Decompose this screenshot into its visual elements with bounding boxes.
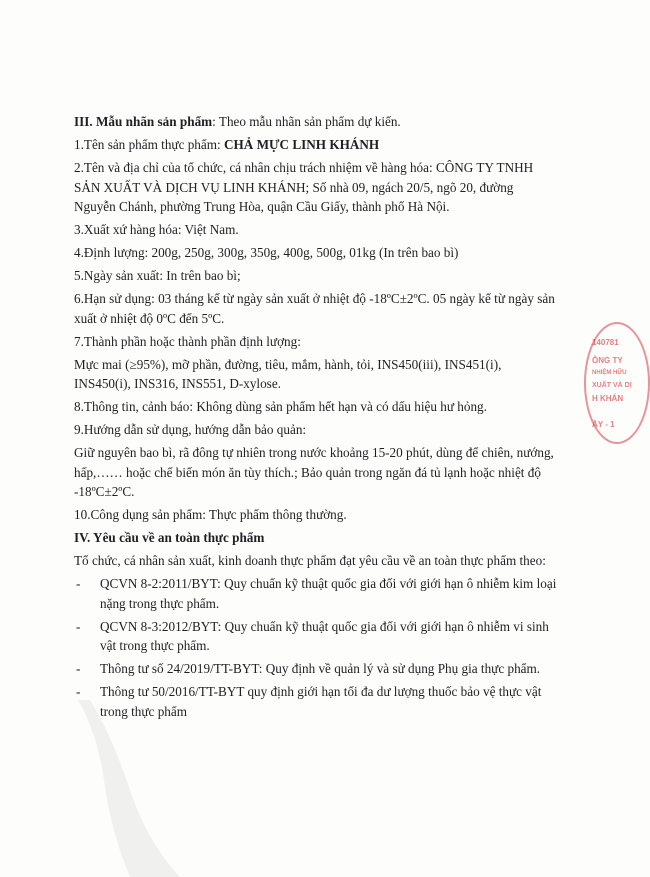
company-seal-stamp xyxy=(584,322,650,444)
item-9: 9.Hướng dẫn sử dụng, hướng dẫn bảo quản: xyxy=(74,422,307,437)
stamp-line: NHIỆM HỮU xyxy=(592,370,627,376)
bullet-dash: - xyxy=(76,661,81,676)
stamp-line: ÔNG TY xyxy=(592,356,623,365)
list-item xyxy=(74,574,558,613)
item-5: 5.Ngày sản xuất: In trên bao bì; xyxy=(74,268,241,283)
item-9-instructions: Giữ nguyên bao bì, rã đông tự nhiên trong nước khoảng 15-20 phút, dùng để chiên, nướng, hấp,…… hoặc chế biến món ăn tùy thích.; Bảo quản trong ngăn đá tủ lạnh hoặc nhiệt độ -18ºC±2ºC. xyxy=(74,445,554,499)
list-item-text: QCVN 8-2:2011/BYT: Quy chuẩn kỹ thuật quốc gia đối với giới hạn ô nhiễm kim loại nặng trong thực phẩm. xyxy=(100,576,557,611)
section-4-intro: Tổ chức, cá nhân sản xuất, kinh doanh thực phẩm đạt yêu cầu về an toàn thực phẩm theo: xyxy=(74,553,546,568)
section-4-title: IV. Yêu cầu về an toàn thực phẩm xyxy=(74,530,265,545)
item-3: 3.Xuất xứ hàng hóa: Việt Nam. xyxy=(74,222,239,237)
list-item-text: Thông tư số 24/2019/TT-BYT: Quy định về quản lý và sử dụng Phụ gia thực phẩm. xyxy=(100,661,541,676)
item-2: 2.Tên và địa chỉ của tổ chức, cá nhân chịu trách nhiệm về hàng hóa: CÔNG TY TNHH SẢN XUẤT VÀ DỊCH VỤ LINH KHÁNH; Số nhà 09, ngách 20/5, ngõ 20, đường Nguyễn Chánh, phường Trung Hòa, quận Cầu Giấy, thành phố Hà Nội. xyxy=(74,160,534,214)
section-3-title: III. Mẫu nhãn sản phẩm xyxy=(74,114,213,129)
product-name: CHẢ MỰC LINH KHÁNH xyxy=(223,137,380,152)
list-item-text: Thông tư 50/2016/TT-BYT quy định giới hạn tối đa dư lượng thuốc bảo vệ thực vật trong thực phẩm xyxy=(100,684,542,719)
item-7-ingredients: Mực mai (≥95%), mỡ phần, đường, tiêu, mắm, hành, tỏi, INS450(iii), INS451(i), INS450(i), INS316, INS551, D-xylose. xyxy=(74,356,502,391)
item-7: 7.Thành phần hoặc thành phần định lượng: xyxy=(74,333,301,349)
item-10: 10.Công dụng sản phẩm: Thực phẩm thông thường. xyxy=(74,507,347,522)
document-body xyxy=(74,112,558,725)
section-3-text: : Theo mẫu nhãn sản phẩm dự kiến. xyxy=(212,114,401,129)
scan-shadow-mark xyxy=(60,700,180,877)
stamp-line: XUẤT VÀ DỊ xyxy=(592,382,632,389)
list-item xyxy=(74,617,558,656)
item-6: 6.Hạn sử dụng: 03 tháng kể từ ngày sản xuất ở nhiệt độ -18ºC±2ºC. 05 ngày kể từ ngày sản xuất ở nhiệt độ 0ºC đến 5ºC. xyxy=(74,291,555,326)
list-item-text: QCVN 8-3:2012/BYT: Quy chuẩn kỹ thuật quốc gia đối với giới hạn ô nhiễm vi sinh vật trong thực phẩm. xyxy=(100,618,549,653)
section-3-heading xyxy=(74,112,558,132)
bullet-dash: - xyxy=(76,618,81,634)
stamp-line: 140781 xyxy=(592,338,619,347)
item-4: 4.Định lượng: 200g, 250g, 300g, 350g, 400g, 500g, 01kg (In trên bao bì) xyxy=(74,245,459,260)
stamp-line: H KHÁN xyxy=(592,394,624,403)
stamp-line: ẦY - 1 xyxy=(592,420,615,429)
item-8: 8.Thông tin, cảnh báo: Không dùng sản phẩm hết hạn và có dấu hiệu hư hỏng. xyxy=(74,399,487,414)
bullet-dash: - xyxy=(76,576,81,591)
item-1-label: 1.Tên sản phẩm thực phẩm: xyxy=(74,137,224,152)
item-1 xyxy=(74,135,558,155)
bullet-dash: - xyxy=(76,684,81,699)
list-item xyxy=(74,659,558,679)
